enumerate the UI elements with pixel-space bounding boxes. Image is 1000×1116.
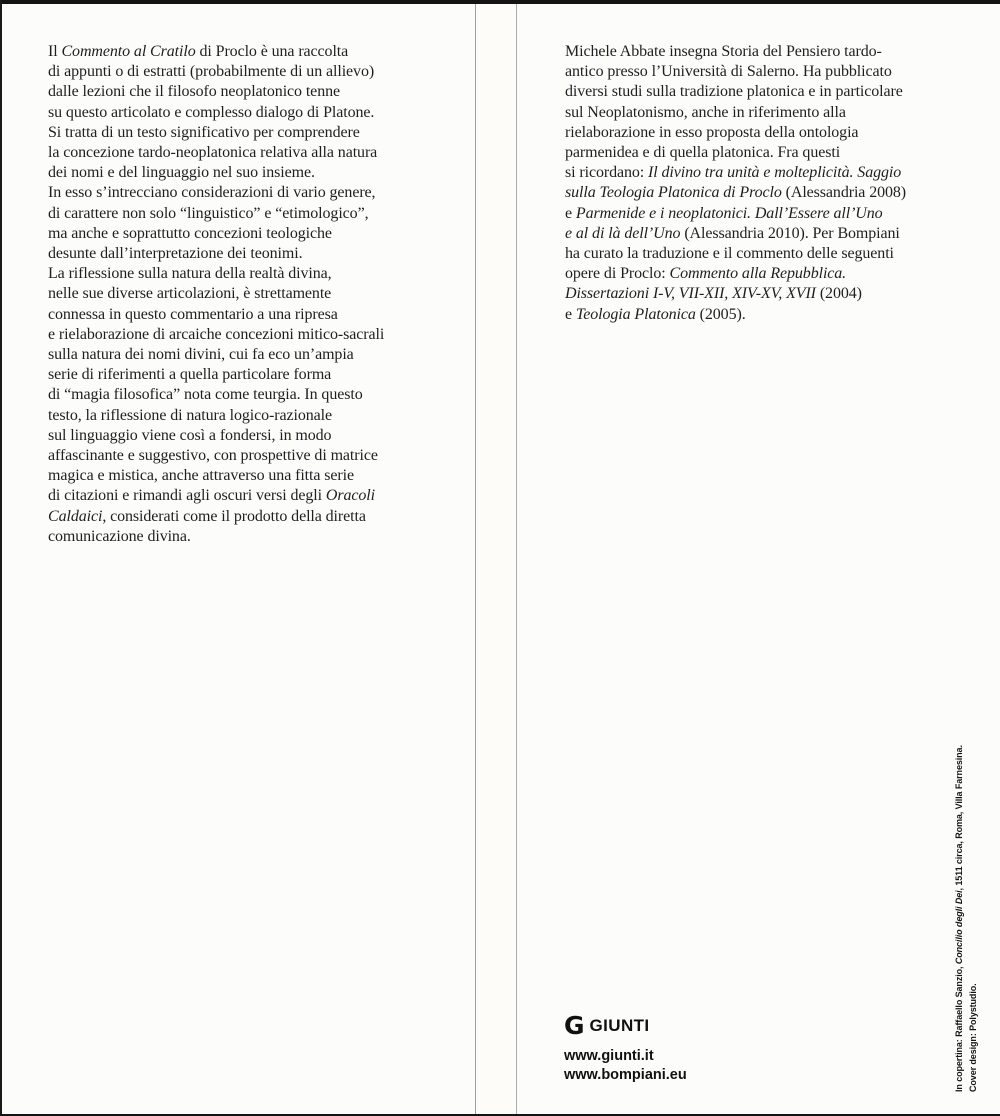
left-edge-bar [0, 0, 2, 1116]
text-line: rielaborazione in esso proposta della ontologia [565, 123, 859, 141]
text-line: antico presso l’Università di Salerno. Ha pubblicato [565, 63, 892, 81]
text-line: Il Commento al Cratilo di Proclo è una raccolta [48, 43, 349, 60]
text-line: serie di riferimenti a quella particolare forma [48, 366, 332, 384]
giunti-g-logo-icon: G [564, 1011, 585, 1040]
text-line: testo, la riflessione di natura logico-razionale [48, 406, 332, 424]
text-line: e rielaborazione di arcaiche concezioni mitico-sacrali [48, 325, 385, 343]
text-line: La riflessione sulla natura della realtà divina, [48, 265, 332, 283]
text-line: Caldaici, considerati come il prodotto della diretta [48, 507, 366, 525]
text-line: In copertina: Raffaello Sanzio, Concilio degli Dei, 1511 circa, Roma, Villa Farnesina. [954, 745, 964, 1092]
text-line: Dissertazioni I-V, VII-XII, XIV-XV, XVII (2004) [565, 285, 862, 303]
book-description-text [48, 42, 472, 547]
cover-credits-vertical [953, 690, 983, 1092]
text-line: dei nomi e del linguaggio nel suo insieme. [48, 164, 315, 182]
website-url-bompiani: www.bompiani.eu [564, 1067, 687, 1083]
text-line: connessa in questo commentario a una ripresa [48, 305, 338, 323]
text-line: affascinante e suggestivo, con prospettive di matrice [48, 447, 378, 465]
text-line: Michele Abbate insegna Storia del Pensiero tardo- [565, 43, 882, 60]
author-bio-text [565, 42, 957, 325]
text-line: ma anche e soprattutto concezioni teologiche [48, 224, 332, 242]
text-line: desunte dall’interpretazione dei teonimi. [48, 245, 303, 263]
text-line: di citazioni e rimandi agli oscuri versi degli Oracoli [48, 487, 375, 505]
text-line: sulla Teologia Platonica di Proclo (Alessandria 2008) [565, 184, 907, 202]
text-line: magica e mistica, anche attraverso una fitta serie [48, 467, 354, 485]
text-line: parmenidea e di quella platonica. Fra questi [565, 144, 841, 162]
publisher-block [564, 1011, 687, 1085]
text-line: sul Neoplatonismo, anche in riferimento alla [565, 103, 846, 121]
publisher-name: GIUNTI [589, 1016, 650, 1035]
text-line: diversi studi sulla tradizione platonica e in particolare [565, 83, 903, 101]
text-line: e Parmenide e i neoplatonici. Dall’Essere all’Uno [565, 204, 883, 222]
publisher-websites [564, 1047, 687, 1085]
text-line: comunicazione divina. [48, 527, 191, 545]
cover-credits-text [953, 690, 980, 1092]
website-url-giunti: www.giunti.it [564, 1048, 654, 1064]
text-line: e Teologia Platonica (2005). [565, 305, 746, 323]
text-line: Cover design: Polystudio. [967, 983, 978, 1092]
giunti-logo [564, 1011, 687, 1040]
text-line: opere di Proclo: Commento alla Repubblica. [565, 265, 847, 283]
jacket-fold-gutter [475, 4, 517, 1114]
text-line: e al di là dell’Uno (Alessandria 2010). Per Bompiani [565, 224, 900, 242]
text-line: di “magia filosofica” nota come teurgia. In questo [48, 386, 363, 404]
text-line: dalle lezioni che il filosofo neoplatonico tenne [48, 83, 340, 101]
text-line: sul linguaggio viene così a fondersi, in modo [48, 426, 332, 444]
text-line: su questo articolato e complesso dialogo di Platone. [48, 103, 375, 121]
text-line: la concezione tardo-neoplatonica relativa alla natura [48, 144, 378, 162]
text-line: di appunti o di estratti (probabilmente di un allievo) [48, 63, 375, 81]
text-line: nelle sue diverse articolazioni, è strettamente [48, 285, 332, 303]
text-line: ha curato la traduzione e il commento delle seguenti [565, 245, 894, 263]
text-line: Si tratta di un testo significativo per comprendere [48, 123, 360, 141]
text-line: In esso s’intrecciano considerazioni di vario genere, [48, 184, 376, 202]
text-line: si ricordano: Il divino tra unità e molteplicità. Saggio [565, 164, 902, 182]
text-line: sulla natura dei nomi divini, cui fa eco un’ampia [48, 346, 354, 364]
text-line: di carattere non solo “linguistico” e “etimologico”, [48, 204, 369, 222]
